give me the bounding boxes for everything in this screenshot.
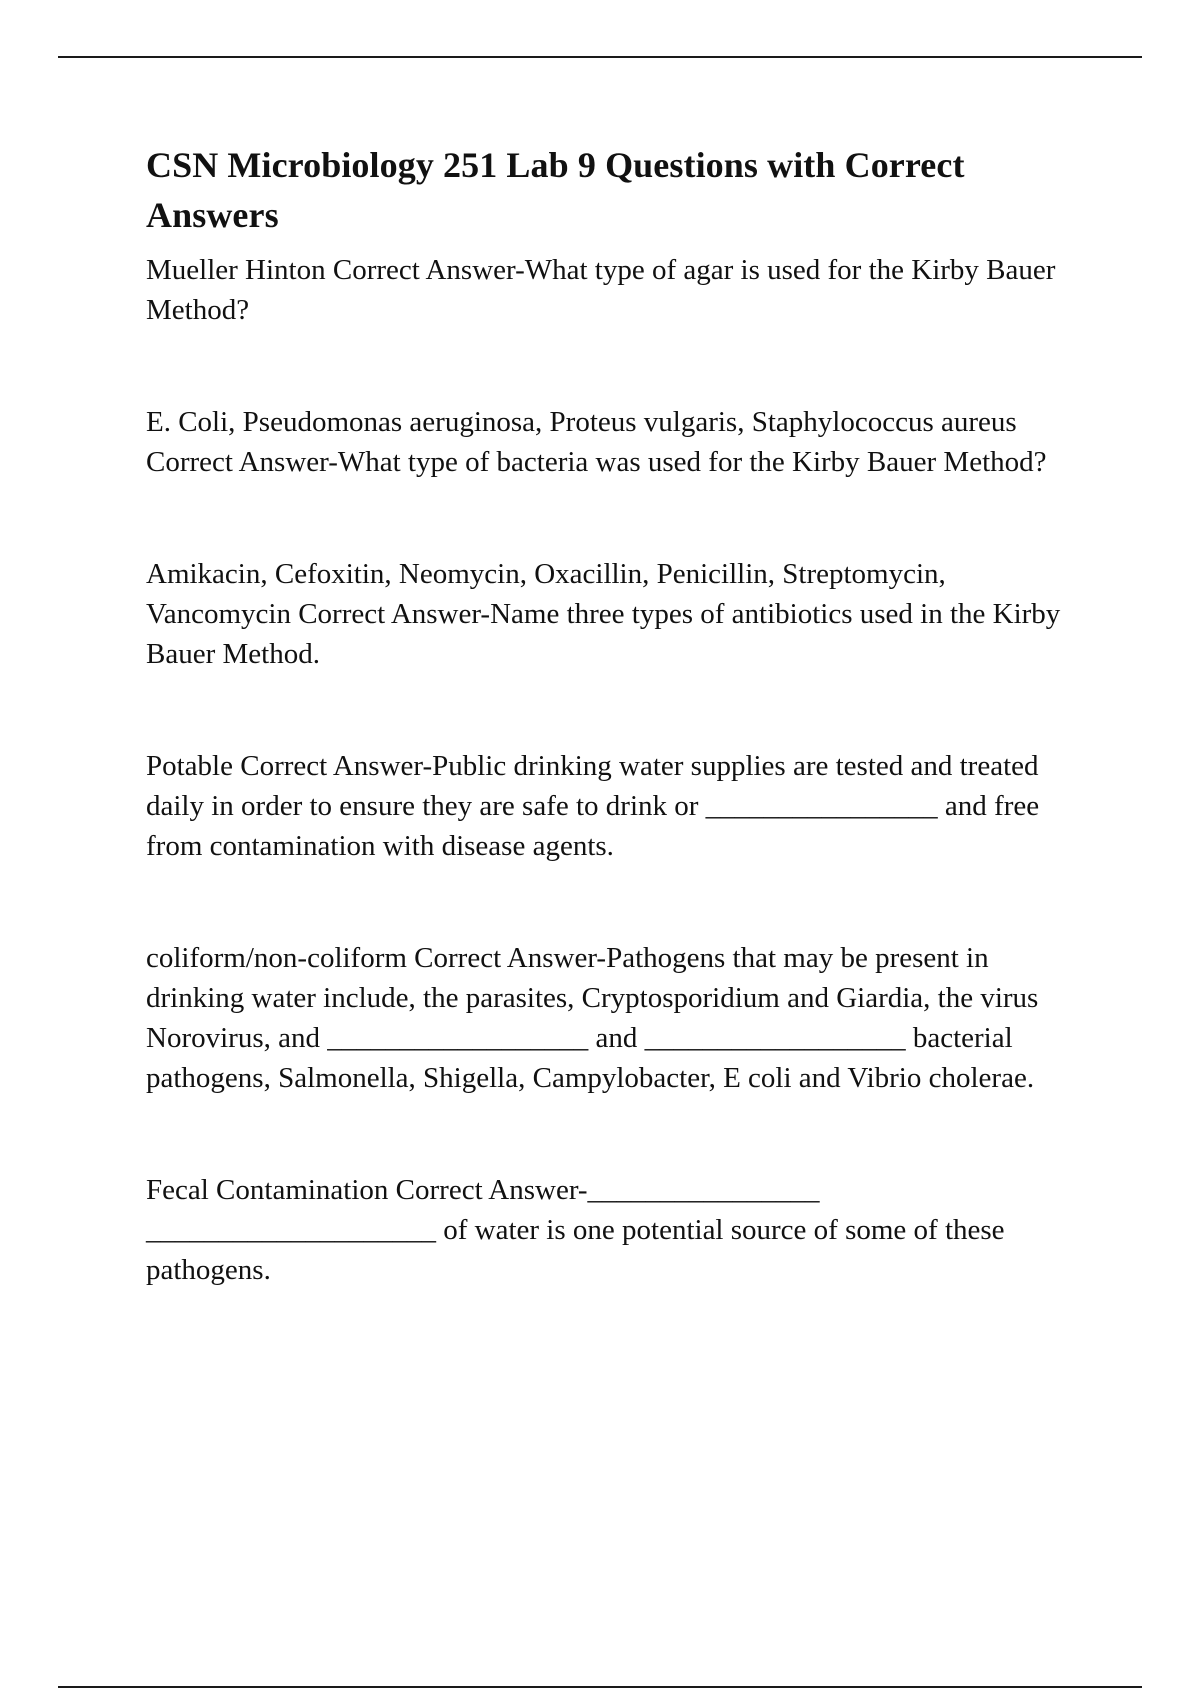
qa-item-coliform: coliform/non-coliform Correct Answer-Pathogens that may be present in drinking water include, the parasites, Cryptosporidium and Giardia, the virus Norovirus, and __________________ and __________________ bacterial pathogens, Salmonella, Shigella, Campylobacter, E coli and Vibrio cholerae. [146,942,1046,1094]
header-rule [58,56,1142,58]
qa-item-bacteria: E. Coli, Pseudomonas aeruginosa, Proteus vulgaris, Staphylococcus aureus Correct Answer-What type of bacteria was used for the Kirby Bauer Method? [146,406,1047,478]
qa-item-agar: Mueller Hinton Correct Answer-What type of agar is used for the Kirby Bauer Method? [146,254,1063,326]
footer-rule [58,1686,1142,1688]
document-title: CSN Microbiology 251 Lab 9 Questions with Correct Answers [146,145,965,235]
qa-item-antibiotics: Amikacin, Cefoxitin, Neomycin, Oxacillin, Penicillin, Streptomycin, Vancomycin Correct Answer-Name three types of antibiotics used in the Kirby Bauer Method. [146,558,1068,670]
qa-item-potable: Potable Correct Answer-Public drinking water supplies are tested and treated daily in order to ensure they are safe to drink or ________________ and free from contamination with disease agents. [146,750,1047,862]
document-body [146,140,1092,1290]
qa-item-fecal: Fecal Contamination Correct Answer-________________ ____________________ of water is one potential source of some of these pathogens. [146,1174,1012,1286]
